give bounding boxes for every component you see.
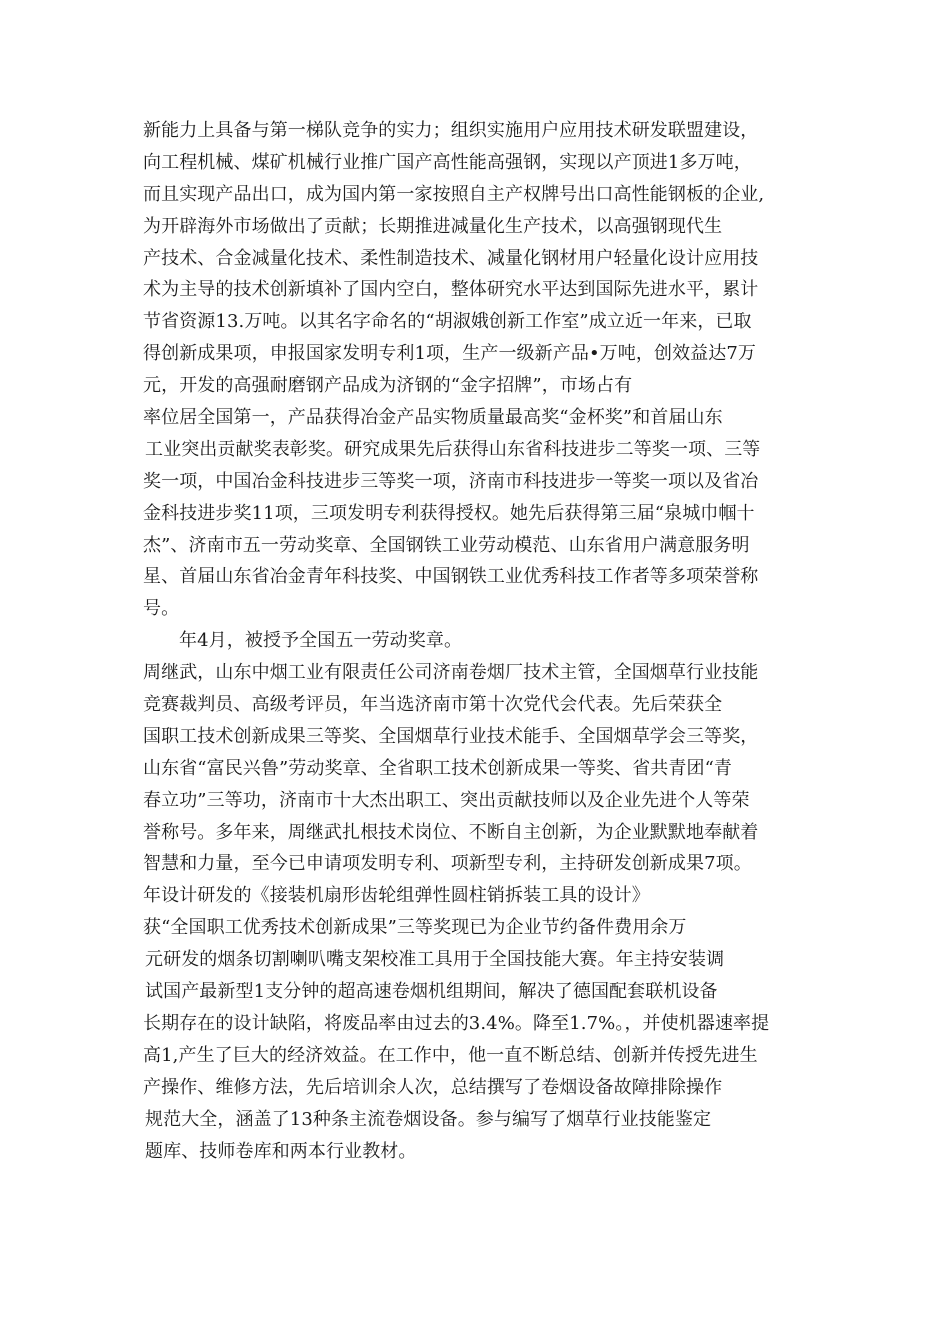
text-line: 元研发的烟条切割喇叭嘴支架校准工具用于全国技能大赛。年主持安装调	[145, 949, 725, 971]
text-line: 山东省“富民兴鲁”劳动奖章、全省职工技术创新成果一等奖、省共青团“青	[143, 757, 733, 779]
text-line: 产技术、合金减量化技术、柔性制造技术、减量化钢材用户轻量化设计应用技	[143, 247, 759, 269]
text-line: 国职工技术创新成果三等奖、全国烟草行业技术能手、全国烟草学会三等奖，	[143, 725, 759, 747]
text-line: 获“全国职工优秀技术创新成果”三等奖现已为企业节约备件费用余万	[143, 917, 687, 939]
text-line: 向工程机械、煤矿机械行业推广国产高性能高强钢，实现以产顶进1多万吨，	[143, 151, 752, 173]
text-line: 年4月，被授予全国五一劳动奖章。	[179, 630, 463, 652]
text-line: 誉称号。多年来，周继武扎根技术岗位、不断自主创新，为企业默默地奉献着	[143, 821, 759, 843]
body-text	[143, 115, 823, 1167]
text-line: 元，开发的高强耐磨钢产品成为济钢的“金字招牌”，市场占有	[143, 375, 633, 397]
text-line: 节省资源13.万吨。以其名字命名的“胡淑娥创新工作室”成立近一年来，已取	[143, 311, 752, 333]
text-line: 杰”、济南市五一劳动奖章、全国钢铁工业劳动模范、山东省用户满意服务明	[143, 534, 750, 556]
text-line: 金科技进步奖11项，三项发明专利获得授权。她先后获得第三届“泉城巾帼十	[143, 502, 755, 524]
text-line: 为开辟海外市场做出了贡献；长期推进减量化生产技术，以高强钢现代生	[143, 215, 723, 237]
text-line: 试国产最新型1支分钟的超高速卷烟机组期间，解决了德国配套联机设备	[145, 981, 718, 1003]
text-line: 智慧和力量，至今已申请项发明专利、项新型专利，主持研发创新成果7项。	[143, 853, 752, 875]
text-line: 而且实现产品出口，成为国内第一家按照自主产权牌号出口高性能钢板的企业,	[143, 183, 765, 205]
text-line: 新能力上具备与第一梯队竞争的实力；组织实施用户应用技术研发联盟建设，	[143, 120, 759, 141]
text-line: 星、首届山东省冶金青年科技奖、中国钢铁工业优秀科技工作者等多项荣誉称	[143, 566, 759, 588]
text-line: 工业突出贡献奖表彰奖。研究成果先后获得山东省科技进步二等奖一项、三等	[145, 438, 761, 460]
text-line: 得创新成果项，申报国家发明专利1项，生产一级新产品•万吨，创效益达7万	[143, 343, 757, 365]
text-line: 术为主导的技术创新填补了国内空白，整体研究水平达到国际先进水平，累计	[143, 279, 759, 301]
text-line: 率位居全国第一，产品获得冶金产品实物质量最高奖“金杯奖”和首届山东	[143, 407, 723, 429]
text-line: 春立功”三等功，济南市十大杰出职工、突出贡献技师以及企业先进个人等荣	[143, 789, 750, 811]
text-line: 规范大全，涵盖了13种条主流卷烟设备。参与编写了烟草行业技能鉴定	[145, 1108, 712, 1130]
text-line: 年设计研发的《接装机扇形齿轮组弹性圆柱销拆装工具的设计》	[143, 885, 650, 907]
text-line: 高1,产生了巨大的经济效益。在工作中，他一直不断总结、创新并传授先进生	[143, 1044, 758, 1066]
text-line: 产操作、维修方法，先后培训余人次，总结撰写了卷烟设备故障排除操作	[143, 1076, 723, 1098]
text-line: 题库、技师卷库和两本行业教材。	[145, 1140, 417, 1162]
text-line: 竞赛裁判员、高级考评员，年当选济南市第十次党代会代表。先后荣获全	[143, 694, 723, 716]
text-line: 奖一项，中国冶金科技进步三等奖一项，济南市科技进步一等奖一项以及省冶	[143, 470, 759, 492]
text-line: 号。	[143, 598, 180, 620]
text-line: 长期存在的设计缺陷，将废品率由过去的3.4%。降至1.7%。，并使机器速率提	[143, 1012, 770, 1034]
text-line: 周继武，山东中烟工业有限责任公司济南卷烟厂技术主管，全国烟草行业技能	[143, 662, 759, 684]
